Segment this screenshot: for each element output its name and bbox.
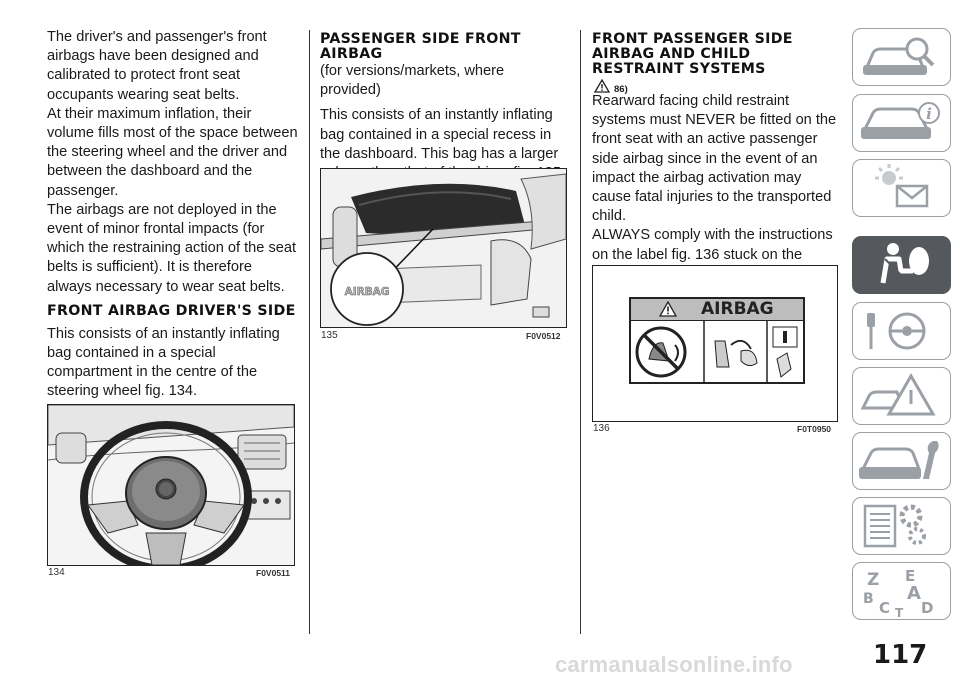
figure-136-airbag-label bbox=[592, 265, 838, 422]
child-restraint-paragraph: Rearward facing child restraint systems must NEVER be fitted on the front seat with an active passenger side airbag since in the event of an impact the airbag activation may cause fatal injuries to the transported child. bbox=[592, 93, 837, 225]
specifications-gears-icon bbox=[853, 498, 949, 553]
watermark: carmanualsonline.info bbox=[555, 652, 793, 677]
column-driver-airbag bbox=[47, 28, 299, 402]
figure-136-code: F0T0950 bbox=[797, 424, 832, 434]
svg-text:i: i bbox=[926, 105, 932, 123]
read-manual-icon bbox=[773, 327, 797, 377]
figure-134-steering-wheel bbox=[47, 404, 295, 566]
tab-warning-lights[interactable] bbox=[852, 159, 951, 217]
tab-technical-data[interactable] bbox=[852, 497, 951, 555]
column-child-restraint bbox=[592, 32, 840, 284]
airbag-label-pictograms bbox=[631, 321, 803, 383]
figure-136-number: 136 bbox=[593, 423, 610, 434]
tab-emergency[interactable] bbox=[852, 367, 951, 425]
warning-triangle-small-icon bbox=[594, 79, 610, 93]
column-passenger-airbag bbox=[320, 32, 565, 183]
index-letter: E bbox=[905, 567, 916, 585]
figure-135-dashboard-airbag bbox=[320, 168, 567, 328]
car-info-icon bbox=[853, 95, 949, 150]
warning-reference bbox=[592, 78, 840, 96]
car-wrench-icon bbox=[853, 433, 949, 488]
section-heading-child-restraint: FRONT PASSENGER SIDE AIRBAG AND CHILD RESTRAINT SYSTEMS bbox=[592, 31, 793, 77]
figure-135-code: F0V0512 bbox=[526, 331, 561, 341]
airbag-label-header bbox=[631, 299, 803, 321]
figure-134-code: F0V0511 bbox=[256, 568, 291, 578]
index-letter: T bbox=[895, 606, 904, 618]
warning-reference-number: 86) bbox=[614, 84, 628, 95]
index-letter: C bbox=[879, 599, 891, 617]
passenger-airbag-paragraph: This consists of an instantly inflating bag contained in a special recess in the dashboard. This bag has a larger bbox=[320, 107, 559, 162]
column-divider-right bbox=[580, 30, 581, 634]
airbag-warning-label bbox=[629, 297, 805, 384]
index-letter: Z bbox=[867, 570, 880, 590]
intro-paragraph: The driver's and passenger's front airbags have been designed and calibrated to protect front seat occupants wearing seat belts. bbox=[47, 29, 267, 103]
tab-index[interactable] bbox=[852, 562, 951, 620]
tab-car-overview[interactable] bbox=[852, 28, 951, 86]
tab-servicing[interactable] bbox=[852, 432, 951, 490]
availability-note: (for versions/markets, where provided) bbox=[320, 63, 505, 99]
figure-135-number: 135 bbox=[321, 330, 338, 341]
warning-lights-icon bbox=[853, 160, 949, 215]
car-search-icon bbox=[853, 29, 949, 84]
inflation-paragraph: At their maximum inflation, their volume fills most of the space between the steering wheel and the driver and between the dashboard and the passenger. bbox=[47, 105, 298, 199]
dashboard-illustration bbox=[321, 169, 566, 327]
tab-car-info[interactable] bbox=[852, 94, 951, 152]
alphabetical-index-icon bbox=[853, 563, 949, 618]
figure-134-number: 134 bbox=[48, 567, 65, 578]
seat-airbag-deploy-icon bbox=[715, 341, 757, 367]
key-steering-wheel-icon bbox=[853, 303, 949, 358]
index-letter: A bbox=[907, 583, 921, 604]
warning-triangle-icon bbox=[853, 368, 949, 423]
deployment-paragraph: The airbags are not deployed in the event of minor frontal impacts (for which the restraining action of the seat belts is sufficient). It is therefore always necessary to wear seat belts. bbox=[47, 201, 297, 295]
no-rear-facing-seat-icon bbox=[637, 328, 685, 376]
steering-wheel-illustration bbox=[48, 405, 294, 565]
airbag-embossed-label: AIRBAG bbox=[344, 286, 390, 298]
tab-safety[interactable] bbox=[852, 236, 951, 294]
driver-airbag-paragraph: This consists of an instantly inflating bag contained in a special compartment in the centre of the steering wheel fig. 134. bbox=[47, 325, 280, 400]
index-letter: D bbox=[921, 599, 934, 617]
index-letter: B bbox=[863, 591, 874, 607]
tab-starting-driving[interactable] bbox=[852, 302, 951, 360]
warning-triangle-icon bbox=[659, 301, 677, 317]
page-number: 117 bbox=[873, 640, 928, 670]
seatbelt-airbag-icon bbox=[853, 237, 949, 292]
section-heading-driver-airbag: FRONT AIRBAG DRIVER'S SIDE bbox=[47, 302, 296, 319]
column-divider-left bbox=[309, 30, 310, 634]
section-heading-passenger-airbag: PASSENGER SIDE FRONT AIRBAG bbox=[320, 31, 521, 62]
airbag-label-title: AIRBAG bbox=[701, 299, 774, 319]
label-instruction-paragraph: ALWAYS comply with the instructions on the label fig. 136 stuck on the bbox=[592, 227, 833, 263]
